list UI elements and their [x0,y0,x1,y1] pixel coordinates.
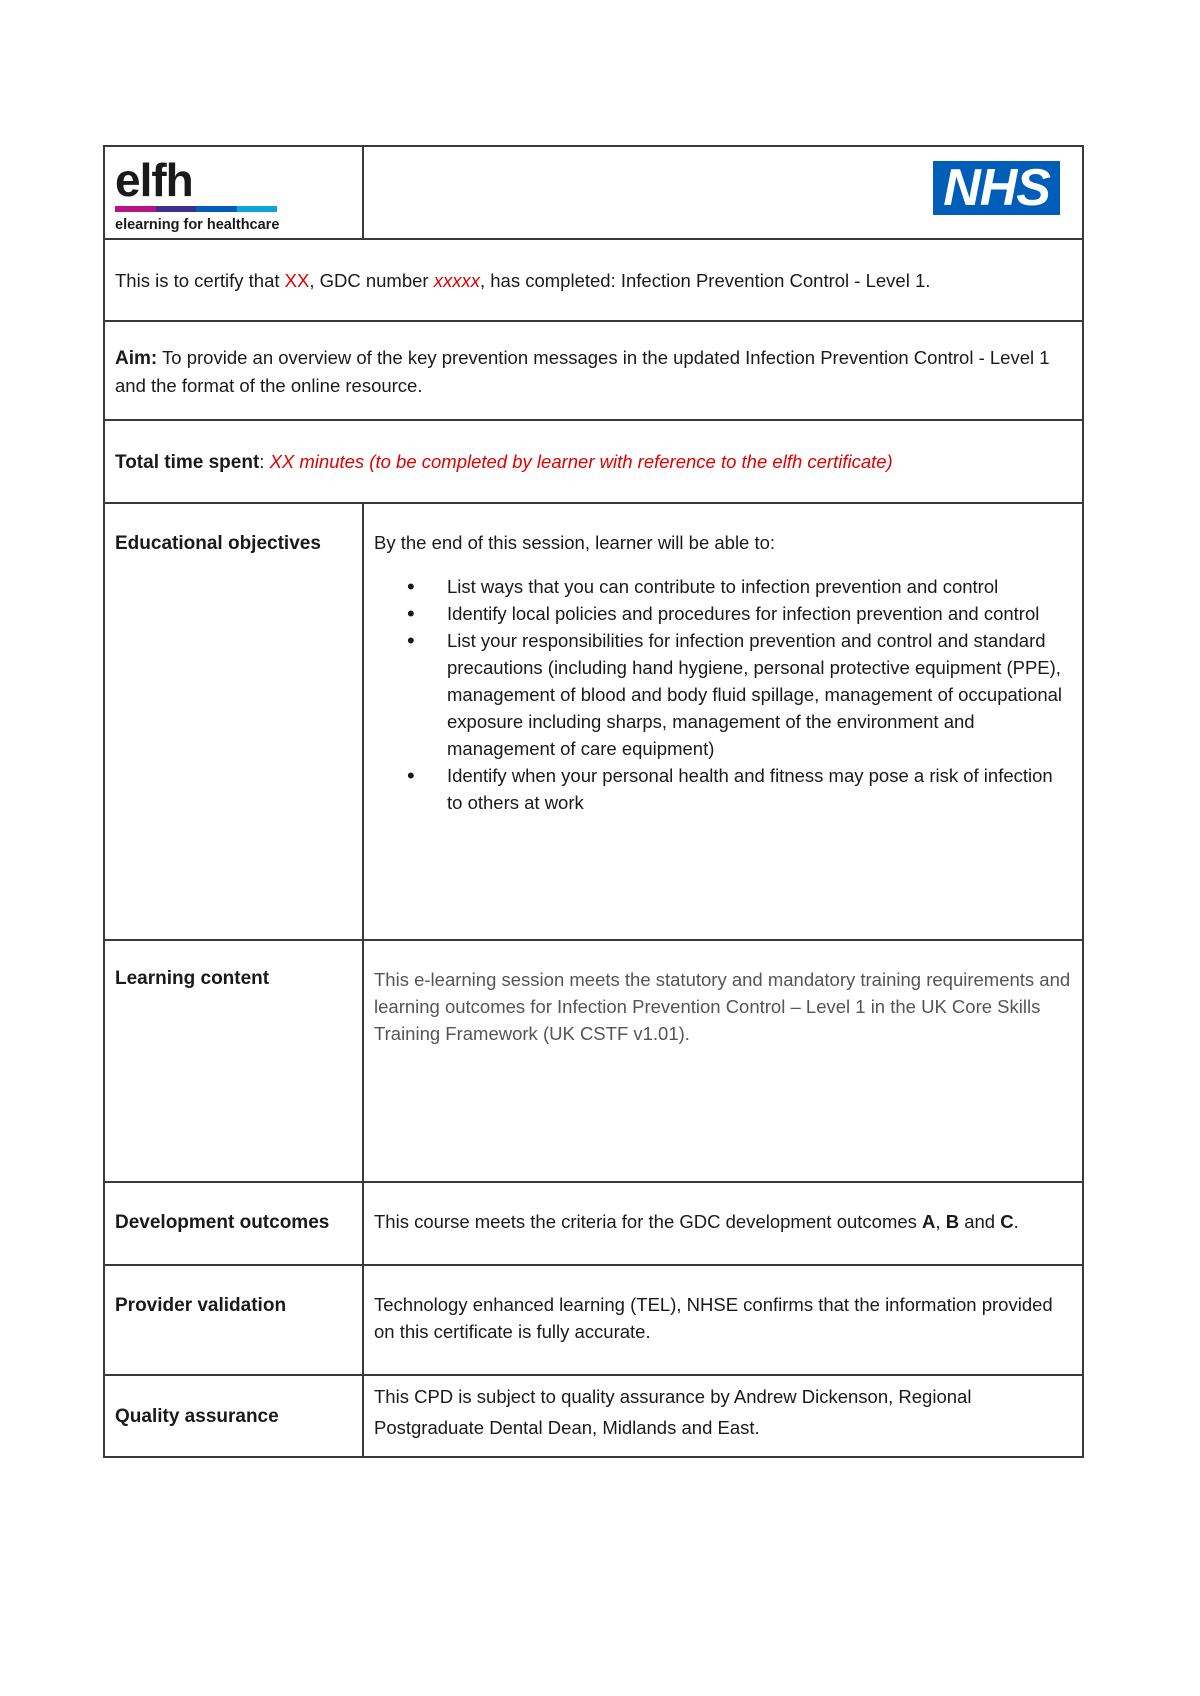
logo-color-bar [115,206,277,212]
aim-row [104,321,1083,420]
objectives-cell [363,503,1083,940]
quality-row [104,1375,1083,1457]
list-item: • List your responsibilities for infection prevention and control and standard precautions (including hand hygiene, personal protective equipment (PPE), management of blood and body fluid spillage, management of occupational exposure including sharps, management of the environment and management of care equipment) [447,627,1072,762]
list-item: • Identify local policies and procedures for infection prevention and control [447,600,1072,627]
list-item: • Identify when your personal health and fitness may pose a risk of infection to others at work [447,762,1072,816]
objectives-label: Educational objectives [104,503,363,940]
certify-statement: This is to certify that XX, GDC number xxxxx, has completed: Infection Prevention Control - Level 1. [104,239,1083,321]
objectives-row [104,503,1083,940]
provider-label: Provider validation [104,1265,363,1375]
quality-text: This CPD is subject to quality assurance by Andrew Dickenson, Regional Postgraduate Dental Dean, Midlands and East. [363,1375,1083,1457]
time-spent: Total time spent: XX minutes (to be completed by learner with reference to the elfh certificate) [104,420,1083,503]
content-text: This e-learning session meets the statutory and mandatory training requirements and learning outcomes for Infection Prevention Control – Level 1 in the UK Core Skills Training Framework (UK CSTF v1.01). [363,940,1083,1182]
gdc-number: xxxxx [433,269,480,291]
logo-tagline: elearning for healthcare [115,217,280,233]
objectives-intro: By the end of this session, learner will be able to: [374,532,776,553]
certificate-table [103,145,1084,1458]
aim-text: Aim: To provide an overview of the key prevention messages in the updated Infection Prevention Control - Level 1 and the format of the online resource. [104,321,1083,420]
time-label: Total time spent [115,451,260,473]
development-text: This course meets the criteria for the GDC development outcomes A, B and C. [363,1182,1083,1265]
certify-row [104,239,1083,321]
time-row [104,420,1083,503]
time-value: XX minutes (to be completed by learner with reference to the elfh certificate) [269,450,893,472]
logo-word: elfh [115,154,193,206]
nhs-logo: NHS [933,161,1060,215]
development-label: Development outcomes [104,1182,363,1265]
nhs-logo-cell [363,146,1083,239]
quality-label: Quality assurance [104,1375,363,1457]
aim-label: Aim: [115,348,158,369]
elfh-logo [104,146,363,239]
provider-text: Technology enhanced learning (TEL), NHSE confirms that the information provided on this certificate is fully accurate. [363,1265,1083,1375]
list-item: • List ways that you can contribute to infection prevention and control [447,573,1072,600]
provider-row [104,1265,1083,1375]
learner-name: XX [284,269,310,291]
header-row [104,146,1083,239]
content-label: Learning content [104,940,363,1182]
content-row [104,940,1083,1182]
objectives-list [374,573,1072,816]
development-row [104,1182,1083,1265]
